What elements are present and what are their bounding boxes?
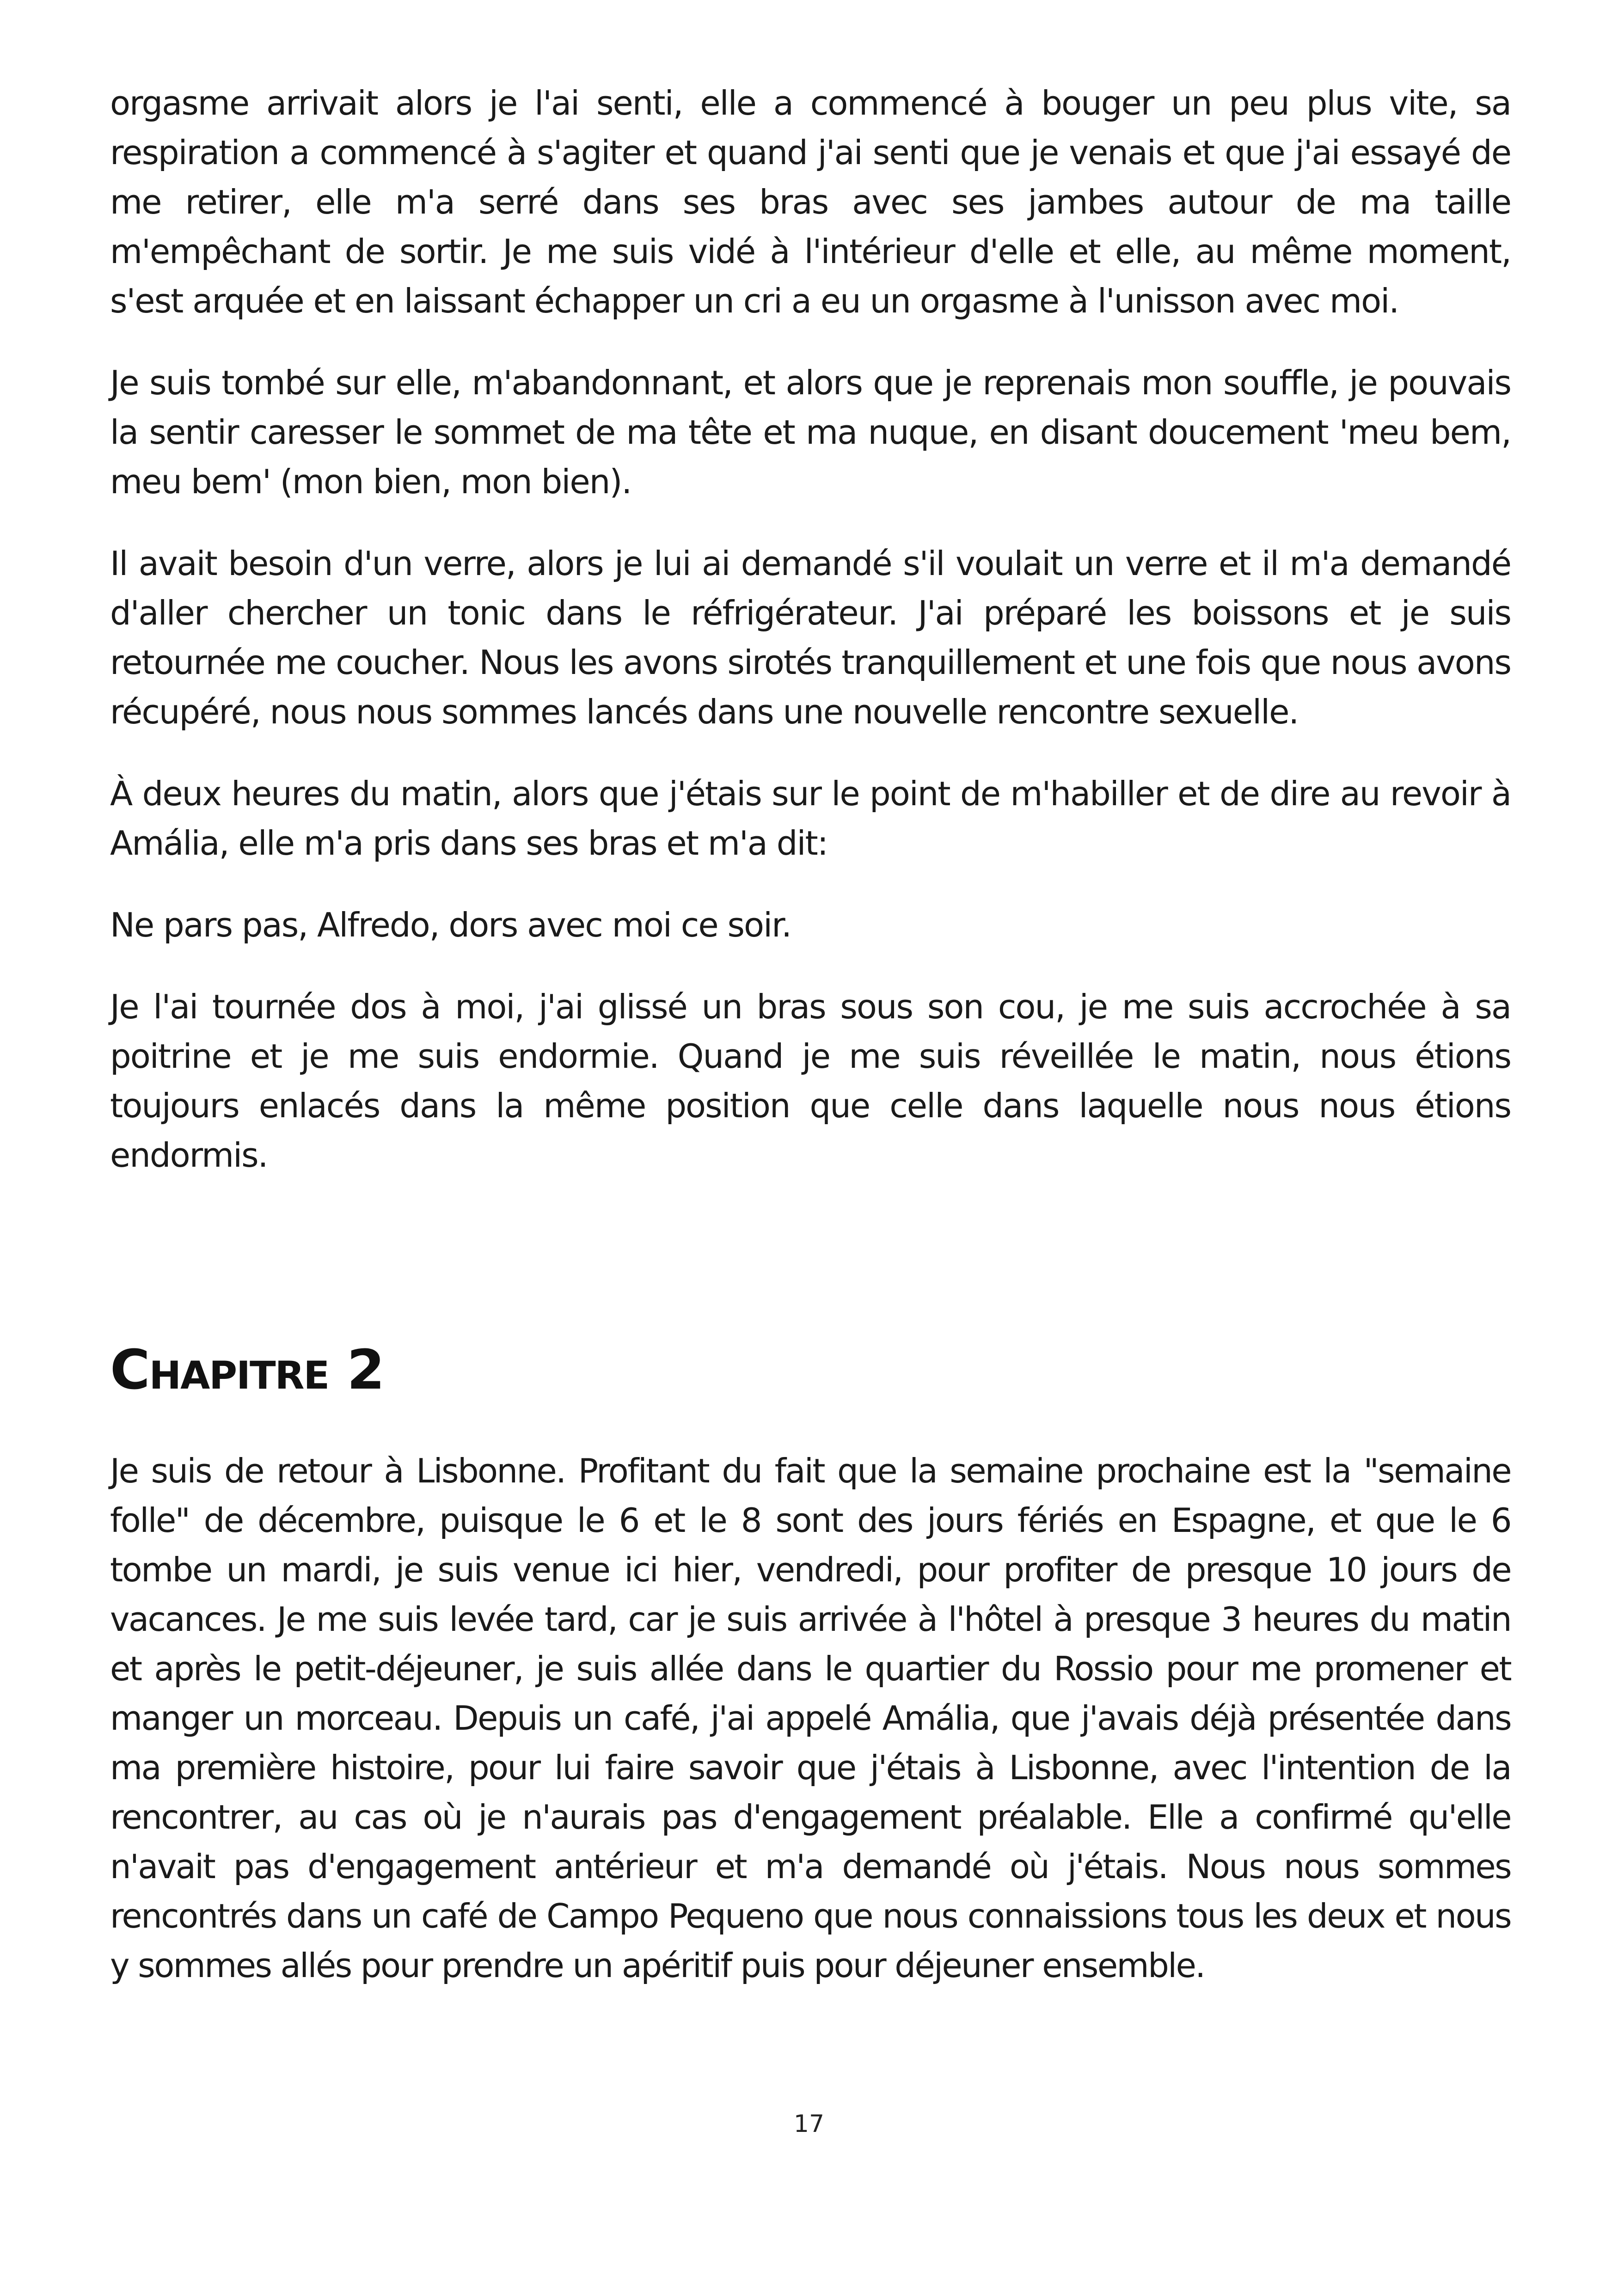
paragraph-6: Je l'ai tournée dos à moi, j'ai glissé un bras sous son cou, je me suis accrochée à sa poitrine et je me suis endormie. Quand je me suis réveillée le matin, nous étions toujours enlacés dans la même position que celle dans laquelle nous nous étions endormis. [110,987,1511,1175]
paragraph-3: Il avait besoin d'un verre, alors je lui ai demandé s'il voulait un verre et il m'a demandé d'aller chercher un tonic dans le réfrigérateur. J'ai préparé les boissons et je suis retournée me coucher. Nous les avons sirotés tranquillement et une fois que nous avons récupéré, nous nous sommes lancés dans une nouvelle rencontre sexuelle. [110,544,1511,731]
chapter-heading: Chapitre 2 [110,1338,384,1402]
document-page [110,79,1511,2023]
paragraph-7: Je suis de retour à Lisbonne. Profitant du fait que la semaine prochaine est la "semaine folle" de décembre, puisque le 6 et le 8 sont des jours fériés en Espagne, et que le 6 tombe un mardi, je suis venue ici hier, vendredi, pour profiter de presque 10 jours de vacances. Je me suis levée tard, car je suis arrivée à l'hôtel à presque 3 heures du matin et après le petit-déjeuner, je suis allée dans le quartier du Rossio pour me promener et manger un morceau. Depuis un café, j'ai appelé Amália, que j'avais déjà présentée dans ma première histoire, pour lui faire savoir que j'étais à Lisbonne, avec l'intention de la rencontrer, au cas où je n'aurais pas d'engagement préalable. Elle a confirmé qu'elle n'avait pas d'engagement antérieur et m'a demandé où j'étais. Nous nous sommes rencontrés dans un café de Campo Pequeno que nous connaissions tous les deux et nous y sommes allés pour prendre un apéritif puis pour déjeuner ensemble. [110,1451,1511,1985]
paragraph-4: À deux heures du matin, alors que j'étais sur le point de m'habiller et de dire au revoir à Amália, elle m'a pris dans ses bras et m'a dit: [110,774,1511,863]
paragraph-2: Je suis tombé sur elle, m'abandonnant, et alors que je reprenais mon souffle, je pouvais la sentir caresser le sommet de ma tête et ma nuque, en disant doucement 'meu bem, meu bem' (mon bien, mon bien). [110,363,1511,501]
page-number: 17 [793,2110,825,2138]
paragraph-5: Ne pars pas, Alfredo, dors avec moi ce soir. [110,906,791,944]
paragraph-1: orgasme arrivait alors je l'ai senti, elle a commencé à bouger un peu plus vite, sa respiration a commencé à s'agiter et quand j'ai senti que je venais et que j'ai essayé de me retirer, elle m'a serré dans ses bras avec ses jambes autour de ma taille m'empêchant de sortir. Je me suis vidé à l'intérieur d'elle et elle, au même moment, s'est arquée et en laissant échapper un cri a eu un orgasme à l'unisson avec moi. [110,84,1511,320]
